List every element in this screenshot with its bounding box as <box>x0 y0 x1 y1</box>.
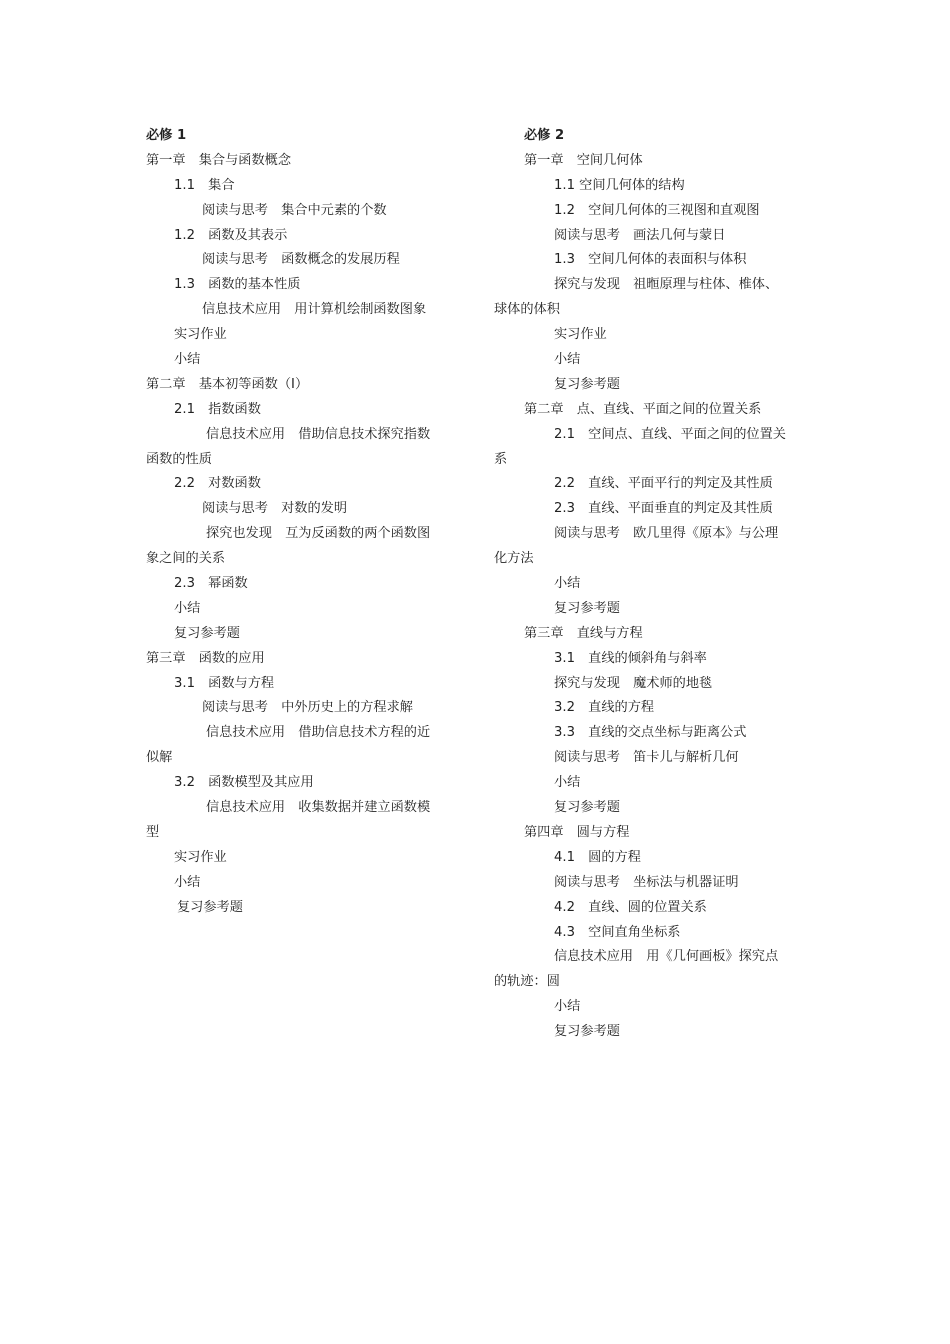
right-column-toc <box>494 124 812 1045</box>
feature-entry-continuation: 型 <box>146 824 160 840</box>
feature-entry-continuation: 的轨迹：圆 <box>494 974 560 990</box>
section-entry: 1.2 空间几何体的三视图和直观图 <box>554 202 760 218</box>
section-entry: 2.2 直线、平面平行的判定及其性质 <box>554 476 773 492</box>
feature-entry: 信息技术应用 用计算机绘制函数图象 <box>202 302 427 318</box>
summary-entry: 小结 <box>174 874 201 890</box>
chapter-heading: 第四章 圆与方程 <box>524 824 630 840</box>
feature-entry: 信息技术应用 用《几何画板》探究点 <box>554 949 779 965</box>
section-entry: 4.2 直线、圆的位置关系 <box>554 899 707 915</box>
summary-entry: 小结 <box>554 775 581 791</box>
review-entry: 复习参考题 <box>177 899 243 915</box>
section-entry: 2.2 对数函数 <box>174 476 261 492</box>
feature-entry: 阅读与思考 函数概念的发展历程 <box>202 252 400 268</box>
feature-entry-continuation: 似解 <box>146 750 173 766</box>
feature-entry: 信息技术应用 借助信息技术方程的近 <box>206 725 431 741</box>
feature-entry-continuation: 化方法 <box>494 551 534 567</box>
feature-entry: 探究也发现 互为反函数的两个函数图 <box>206 526 431 542</box>
chapter-heading: 第一章 集合与函数概念 <box>146 152 292 168</box>
section-entry: 3.2 函数模型及其应用 <box>174 775 314 791</box>
summary-entry: 小结 <box>174 600 201 616</box>
summary-entry: 小结 <box>174 352 201 368</box>
chapter-heading: 第二章 基本初等函数（Ⅰ） <box>146 376 309 392</box>
section-entry: 3.1 函数与方程 <box>174 675 275 691</box>
section-entry: 3.1 直线的倾斜角与斜率 <box>554 650 707 666</box>
practice-entry: 实习作业 <box>554 327 607 343</box>
feature-entry: 信息技术应用 收集数据并建立函数模 <box>206 800 431 816</box>
chapter-heading: 第一章 空间几何体 <box>524 152 643 168</box>
review-entry: 复习参考题 <box>554 600 620 616</box>
feature-entry: 阅读与思考 集合中元素的个数 <box>202 202 387 218</box>
section-entry: 1.3 函数的基本性质 <box>174 277 301 293</box>
feature-entry: 阅读与思考 笛卡儿与解析几何 <box>554 750 739 766</box>
feature-entry: 阅读与思考 对数的发明 <box>202 501 348 517</box>
review-entry: 复习参考题 <box>554 1024 620 1040</box>
left-column-toc <box>146 124 464 921</box>
section-entry: 2.3 直线、平面垂直的判定及其性质 <box>554 501 773 517</box>
volume-title: 必修 2 <box>524 128 565 143</box>
feature-entry: 探究与发现 祖暅原理与柱体、椎体、 <box>554 277 779 293</box>
section-entry: 2.1 空间点、直线、平面之间的位置关 <box>554 426 786 442</box>
feature-entry: 阅读与思考 中外历史上的方程求解 <box>202 700 413 716</box>
feature-entry: 阅读与思考 坐标法与机器证明 <box>554 874 739 890</box>
review-entry: 复习参考题 <box>174 625 240 641</box>
summary-entry: 小结 <box>554 352 581 368</box>
section-entry: 4.3 空间直角坐标系 <box>554 924 681 940</box>
section-entry: 4.1 圆的方程 <box>554 849 641 865</box>
feature-entry-continuation: 球体的体积 <box>494 302 560 318</box>
section-entry-continuation: 系 <box>494 451 508 467</box>
practice-entry: 实习作业 <box>174 849 227 865</box>
summary-entry: 小结 <box>554 999 581 1015</box>
summary-entry: 小结 <box>554 576 581 592</box>
volume-title: 必修 1 <box>146 128 187 143</box>
feature-entry: 阅读与思考 画法几何与蒙日 <box>554 227 726 243</box>
section-entry: 3.3 直线的交点坐标与距离公式 <box>554 725 747 741</box>
review-entry: 复习参考题 <box>554 376 620 392</box>
section-entry: 3.2 直线的方程 <box>554 700 655 716</box>
feature-entry: 探究与发现 魔术师的地毯 <box>554 675 713 691</box>
chapter-heading: 第二章 点、直线、平面之间的位置关系 <box>524 401 762 417</box>
section-entry: 1.2 函数及其表示 <box>174 227 288 243</box>
review-entry: 复习参考题 <box>554 800 620 816</box>
feature-entry: 信息技术应用 借助信息技术探究指数 <box>206 426 431 442</box>
chapter-heading: 第三章 直线与方程 <box>524 625 643 641</box>
chapter-heading: 第三章 函数的应用 <box>146 650 265 666</box>
feature-entry: 阅读与思考 欧几里得《原本》与公理 <box>554 526 779 542</box>
feature-entry-continuation: 函数的性质 <box>146 451 212 467</box>
section-entry: 1.1 空间几何体的结构 <box>554 177 685 193</box>
feature-entry-continuation: 象之间的关系 <box>146 551 226 567</box>
practice-entry: 实习作业 <box>174 327 227 343</box>
section-entry: 1.1 集合 <box>174 177 235 193</box>
section-entry: 2.1 指数函数 <box>174 401 261 417</box>
section-entry: 1.3 空间几何体的表面积与体积 <box>554 252 747 268</box>
section-entry: 2.3 幂函数 <box>174 576 248 592</box>
